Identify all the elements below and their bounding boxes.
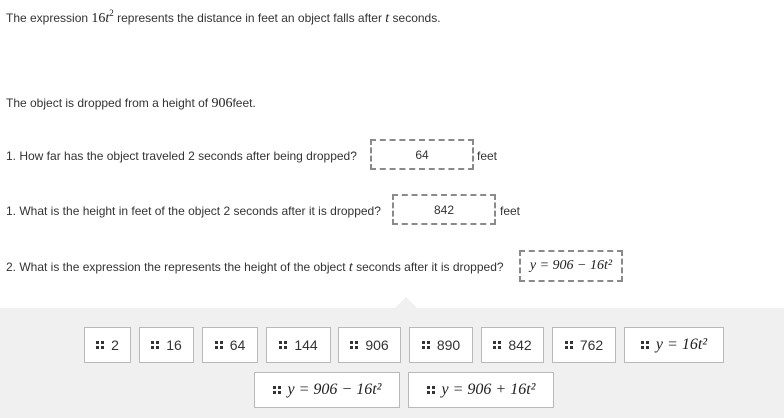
intro-middle: represents the distance in feet an object falls after (117, 11, 382, 25)
answer-bank-pointer (395, 297, 417, 308)
answer-tile-y-equals-906-plus-16t2[interactable]: y = 906 + 16t² (408, 372, 554, 408)
answer-tile-144[interactable]: 144 (266, 327, 331, 363)
answer-tile-y-equals-906-minus-16t2[interactable]: y = 906 − 16t² (254, 372, 400, 408)
drag-handle-icon (151, 341, 159, 349)
drag-handle-icon (565, 341, 573, 349)
dropzone-2-value: 842 (433, 202, 455, 217)
answer-tile-906[interactable]: 906 (338, 327, 401, 363)
drag-handle-icon (215, 341, 223, 349)
intro-text (6, 8, 441, 27)
dropzone-3-value: y = 906 − 16t² (529, 258, 613, 273)
answer-dropzone-2[interactable] (392, 194, 496, 225)
drag-handle-icon (350, 341, 358, 349)
dropzone-1-value: 64 (415, 147, 429, 162)
answer-tile-16[interactable]: 16 (139, 327, 194, 363)
question-1-text: 1. How far has the object traveled 2 seconds after being dropped? (6, 149, 357, 163)
drag-handle-icon (641, 341, 649, 349)
intro-prefix: The expression (6, 11, 89, 25)
answer-tile-762[interactable]: 762 (552, 327, 616, 363)
intro-expression: $16t^2$ (91, 8, 114, 26)
unit-label-1: feet (477, 149, 498, 163)
drag-handle-icon (96, 341, 104, 349)
answer-tile-2[interactable]: 2 (84, 327, 131, 363)
intro-variable: t (385, 11, 390, 26)
answer-dropzone-1[interactable] (370, 139, 474, 170)
drag-handle-icon (493, 341, 501, 349)
answer-tile-890[interactable]: 890 (409, 327, 473, 363)
question-2-text: 1. What is the height in feet of the object 2 seconds after it is dropped? (6, 204, 381, 218)
answer-tile-842[interactable]: 842 (481, 327, 544, 363)
answer-dropzone-3[interactable] (519, 250, 623, 282)
given-text: The object is dropped from a height of 906feet. (6, 96, 256, 111)
given-height: 906 (211, 96, 233, 111)
drag-handle-icon (422, 341, 430, 349)
drag-handle-icon (427, 386, 435, 394)
question-3-text: 2. What is the expression the represents the height of the object t seconds after it is dropped? (6, 260, 504, 275)
drag-handle-icon (273, 386, 281, 394)
unit-label-2: feet (500, 204, 521, 218)
drag-handle-icon (279, 341, 287, 349)
intro-suffix: seconds. (392, 11, 441, 25)
answer-tile-64[interactable]: 64 (202, 327, 258, 363)
answer-tile-y-equals-16t2[interactable]: y = 16t² (624, 327, 724, 363)
